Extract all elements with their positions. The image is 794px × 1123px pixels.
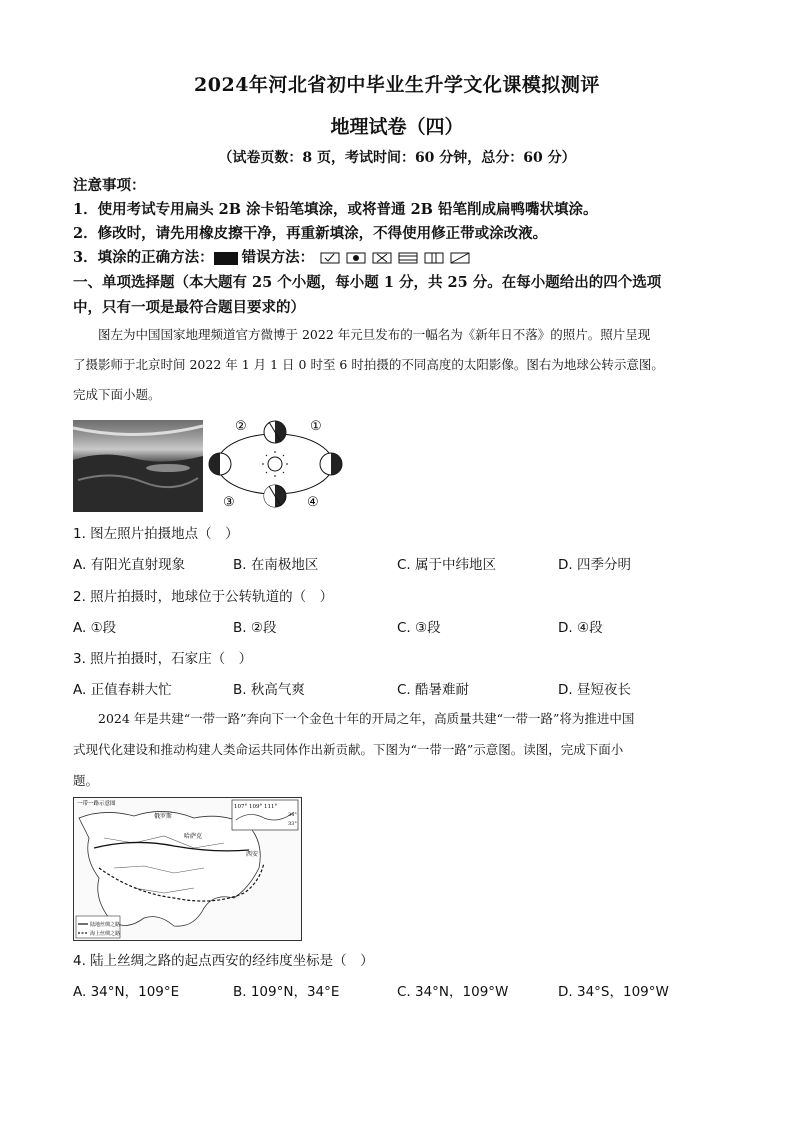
orbit-label-4: ④ bbox=[307, 495, 319, 510]
q2-option-b[interactable]: B. ②段 bbox=[233, 620, 277, 636]
exam-title: 2024年河北省初中毕业生升学文化课模拟测评 bbox=[194, 74, 600, 96]
inset-lat-34: 34° bbox=[288, 812, 297, 818]
legend-sea-route: 海上丝绸之路 bbox=[90, 931, 121, 937]
note-2: 2．修改时，请先用橡皮擦干净，再重新填涂，不得使用修正带或涂改液。 bbox=[73, 225, 548, 242]
earth-right-icon bbox=[320, 453, 342, 475]
inset-lat-33: 33° bbox=[288, 821, 297, 827]
q1-option-c[interactable]: C. 属于中纬地区 bbox=[397, 557, 497, 573]
question-4-stem: 4. 陆上丝绸之路的起点西安的经纬度坐标是（ ） bbox=[73, 953, 374, 969]
world-map-icon bbox=[74, 798, 301, 940]
map-title: 一带一路示意图 bbox=[77, 801, 116, 807]
earth-top-icon bbox=[264, 421, 286, 443]
orbit-label-2: ② bbox=[235, 419, 247, 434]
q4-option-a[interactable]: A. 34°N，109°E bbox=[73, 984, 180, 1000]
question-2-stem: 2. 照片拍摄时，地球位于公转轨道的（ ） bbox=[73, 589, 334, 605]
passage2-line3: 题。 bbox=[73, 773, 99, 788]
q4-option-d[interactable]: D. 34°S，109°W bbox=[558, 984, 669, 1000]
photo-landscape-icon bbox=[73, 420, 203, 512]
question-1-stem: 1. 图左照片拍摄地点（ ） bbox=[73, 526, 239, 542]
inset-longitude-labels: 107° 109° 111° bbox=[234, 804, 278, 810]
midnight-sun-photo bbox=[73, 420, 203, 512]
sun-icon bbox=[268, 457, 282, 471]
note-1: 1．使用考试专用扁头 2B 涂卡铅笔填涂，或将普通 2B 铅笔削成扁鸭嘴状填涂。 bbox=[73, 201, 598, 218]
wrong-fill-marks-icon bbox=[319, 251, 479, 265]
passage1-line1: 图左为中国国家地理频道官方微博于 2022 年元旦发布的一幅名为《新年日不落》的照片。照片呈现 bbox=[98, 327, 651, 342]
passage2-line2: 式现代化建设和推动构建人类命运共同体作出新贡献。下图为“一带一路”示意图。读图，完成下面小 bbox=[73, 742, 624, 757]
paper-subtitle: 地理试卷（四） bbox=[330, 116, 464, 138]
q2-option-d[interactable]: D. ④段 bbox=[558, 620, 603, 636]
note-3 bbox=[73, 246, 483, 267]
q1-option-b[interactable]: B. 在南极地区 bbox=[233, 557, 319, 573]
earth-orbit-diagram bbox=[205, 416, 350, 512]
orbit-label-1: ① bbox=[310, 419, 322, 434]
earth-left-icon bbox=[209, 453, 231, 475]
section-heading-line2: 中，只有一项是最符合题目要求的） bbox=[73, 299, 305, 316]
q2-option-a[interactable]: A. ①段 bbox=[73, 620, 117, 636]
q4-option-c[interactable]: C. 34°N，109°W bbox=[397, 984, 509, 1000]
note-3-correct-label: 3．填涂的正确方法： bbox=[73, 249, 214, 266]
section-heading-line1: 一、单项选择题（本大题有 25 个小题，每小题 1 分，共 25 分。在每小题给出的四个选项 bbox=[73, 274, 662, 291]
exam-info: （试卷页数：8 页，考试时间：60 分钟，总分：60 分） bbox=[218, 150, 576, 166]
correct-fill-mark-icon bbox=[214, 252, 238, 265]
note-3-wrong-label: 错误方法： bbox=[241, 249, 315, 266]
passage1-line3: 完成下面小题。 bbox=[73, 387, 161, 402]
q1-option-d[interactable]: D. 四季分明 bbox=[558, 557, 631, 573]
legend-land-route: 陆地丝绸之路 bbox=[90, 922, 121, 928]
q4-option-b[interactable]: B. 109°N，34°E bbox=[233, 984, 340, 1000]
belt-and-road-map bbox=[73, 797, 302, 941]
notes-heading: 注意事项： bbox=[73, 177, 146, 194]
q3-option-b[interactable]: B. 秋高气爽 bbox=[233, 682, 305, 698]
q3-option-d[interactable]: D. 昼短夜长 bbox=[558, 682, 631, 698]
q1-option-a[interactable]: A. 有阳光直射现象 bbox=[73, 557, 186, 573]
passage1-line2: 了摄影师于北京时间 2022 年 1 月 1 日 0 时至 6 时拍摄的不同高度的太阳影像。图右为地球公转示意图。 bbox=[73, 357, 664, 372]
q2-option-c[interactable]: C. ③段 bbox=[397, 620, 441, 636]
earth-bottom-icon bbox=[264, 485, 286, 507]
orbit-label-3: ③ bbox=[223, 495, 235, 510]
q3-option-a[interactable]: A. 正值春耕大忙 bbox=[73, 682, 172, 698]
map-label-kazakh: 哈萨克 bbox=[184, 833, 203, 840]
map-label-xian: 西安 bbox=[246, 851, 259, 858]
q3-option-c[interactable]: C. 酷暑难耐 bbox=[397, 682, 470, 698]
question-3-stem: 3. 照片拍摄时，石家庄（ ） bbox=[73, 651, 253, 667]
map-label-russia: 俄罗斯 bbox=[154, 813, 173, 820]
passage2-line1: 2024 年是共建“一带一路”奔向下一个金色十年的开局之年，高质量共建“一带一路”将为推进中国 bbox=[98, 711, 635, 726]
